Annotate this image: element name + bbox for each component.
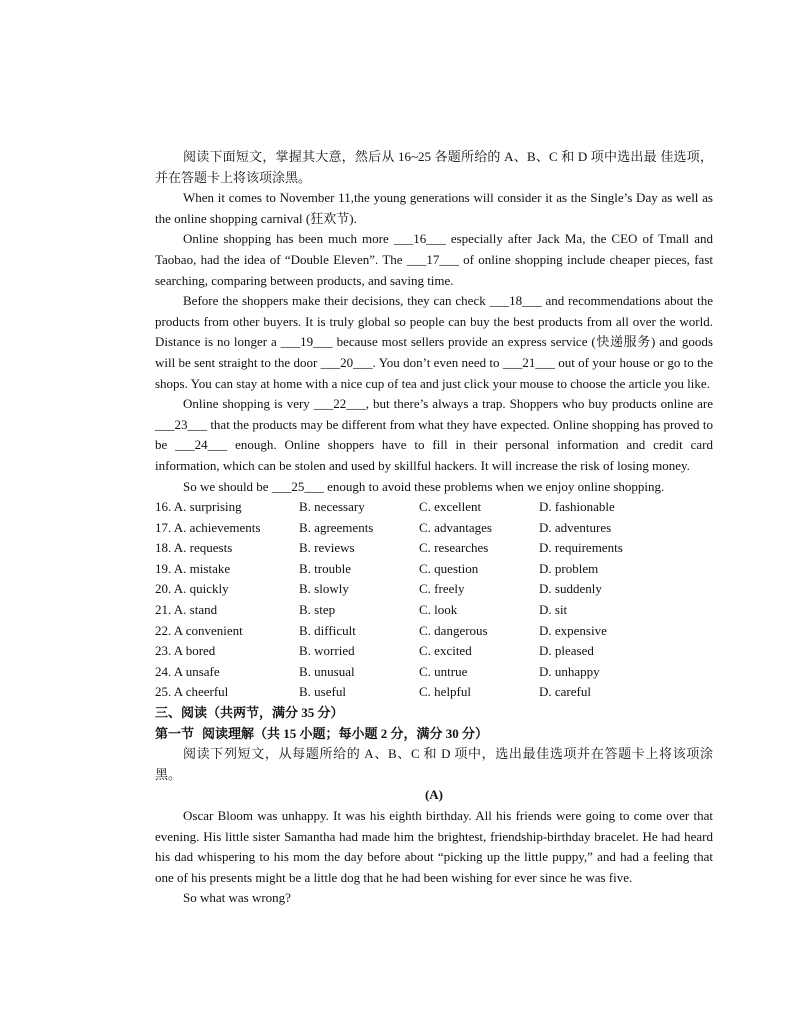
option-row (155, 662, 713, 683)
option-d: D. adventures (539, 519, 612, 535)
passage-label: (A) (424, 787, 444, 803)
option-b: B. step (299, 602, 336, 618)
section-title: 三、阅读（共两节，满分 35 分） (155, 705, 344, 721)
option-d: D. fashionable (539, 499, 615, 515)
option-d: D. problem (539, 560, 599, 576)
option-row (155, 579, 713, 600)
option-a: 22. A convenient (155, 622, 243, 638)
cloze-paragraph: Online shopping has been much more ___16___ especially after Jack Ma, the CEO of Tmall and Taobao, had the idea of “Double Eleven”. The ___17___ of online shopping include cheaper pieces, fast searching, comparing between products, and saving time. (155, 231, 713, 288)
option-b: B. trouble (299, 560, 351, 576)
option-a: 21. A. stand (155, 602, 218, 618)
option-d: D. pleased (539, 643, 594, 659)
cloze-paragraph: Before the shoppers make their decisions, they can check ___18___ and recommendations about the products from other buyers. It is truly global so people can buy the best products from all over the world. Distance is no longer a ___19___ because most sellers provide an express service (快递服务) and goods will be sent straight to the door ___20___. You don’t even need to ___21___ out of your house or go to the shops. You can stay at home with a nice cup of tea and just click your mouse to choose the article you like. (155, 293, 713, 391)
subsection-title (155, 724, 713, 745)
option-row (155, 497, 713, 518)
option-b: B. difficult (299, 622, 356, 638)
option-row (155, 538, 713, 559)
exam-page (155, 147, 713, 909)
option-d: D. careful (539, 684, 591, 700)
option-a: 19. A. mistake (155, 560, 231, 576)
reading-instructions: 阅读下列短文，从每题所给的 A、B、C 和 D 项中，选出最佳选项并在答题卡上将该项涂黑。 (155, 746, 713, 782)
option-c: C. advantages (419, 519, 492, 535)
cloze-paragraph: So we should be ___25___ enough to avoid these problems when we enjoy online shopping. (183, 478, 665, 494)
reading-paragraph: So what was wrong? (183, 890, 291, 906)
option-c: C. dangerous (419, 622, 488, 638)
option-row (155, 518, 713, 539)
option-a: 23. A bored (155, 643, 216, 659)
option-c: C. question (419, 560, 479, 576)
reading-paragraph: Oscar Bloom was unhappy. It was his eighth birthday. All his friends were going to come over that evening. His little sister Samantha had made him the brightest, friendship-birthday bracelet. He had heard his dad whispering to his mom the day before about “picking up the little puppy,” and had a feeling that one of his presents might be a little dog that he had been wishing for ever since he was five. (155, 808, 713, 885)
option-b: B. worried (299, 643, 355, 659)
option-b: B. unusual (299, 663, 355, 679)
option-b: B. useful (299, 684, 346, 700)
option-a: 24. A unsafe (155, 663, 220, 679)
option-a: 18. A. requests (155, 540, 233, 556)
option-b: B. necessary (299, 499, 365, 515)
cloze-instructions: 阅读下面短文，掌握其大意，然后从 16~25 各题所给的 A、B、C 和 D 项中选出最 佳选项，并在答题卡上将该项涂黑。 (155, 149, 713, 185)
option-row (155, 559, 713, 580)
option-row (155, 600, 713, 621)
option-c: C. untrue (419, 663, 468, 679)
option-c: C. look (419, 602, 458, 618)
cloze-paragraph: When it comes to November 11,the young generations will consider it as the Single’s Day as well as the online shopping carnival (狂欢节). (155, 190, 713, 226)
option-a: 17. A. achievements (155, 519, 261, 535)
option-d: D. sit (539, 602, 568, 618)
option-c: C. excellent (419, 499, 482, 515)
cloze-paragraph: Online shopping is very ___22___, but there’s always a trap. Shoppers who buy products online are ___23___ that the products may be different from what they have expected. Online shopping has proved to be ___24___ enough. Online shoppers have to fill in their personal information and credit card information, which can be stolen and used by skillful hackers. It will increase the risk of losing money. (155, 396, 713, 473)
option-d: D. requirements (539, 540, 623, 556)
option-b: B. agreements (299, 519, 374, 535)
option-b: B. reviews (299, 540, 355, 556)
option-row (155, 641, 713, 662)
cloze-options (155, 497, 713, 703)
option-c: C. helpful (419, 684, 471, 700)
option-c: C. excited (419, 643, 472, 659)
subsection-detail: 阅读理解（共 15 小题；每小题 2 分，满分 30 分） (202, 725, 489, 741)
option-b: B. slowly (299, 581, 349, 597)
option-d: D. unhappy (539, 663, 600, 679)
option-d: D. expensive (539, 622, 607, 638)
option-d: D. suddenly (539, 581, 602, 597)
subsection-label: 第一节 (155, 725, 195, 741)
option-a: 20. A. quickly (155, 581, 229, 597)
option-a: 16. A. surprising (155, 499, 242, 515)
option-c: C. researches (419, 540, 489, 556)
option-a: 25. A cheerful (155, 684, 229, 700)
option-c: C. freely (419, 581, 465, 597)
option-row (155, 621, 713, 642)
option-row (155, 682, 713, 703)
